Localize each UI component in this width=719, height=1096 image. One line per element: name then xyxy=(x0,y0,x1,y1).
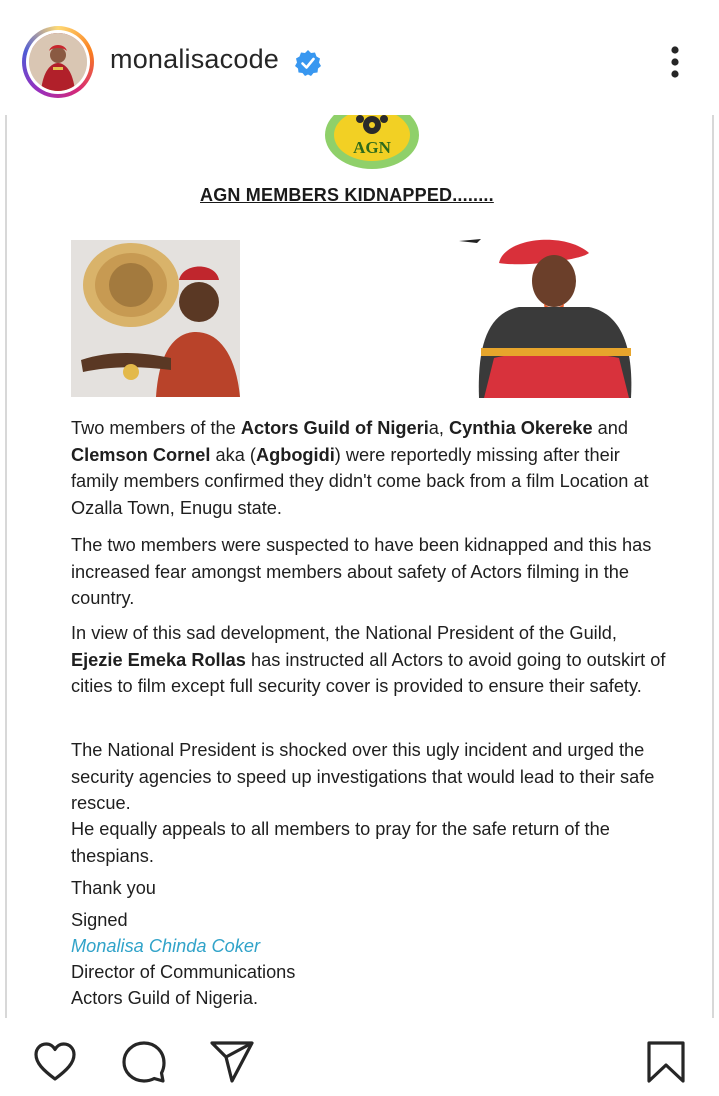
avatar-inner xyxy=(26,30,90,94)
post-header xyxy=(0,0,719,116)
heart-icon[interactable] xyxy=(33,1040,77,1084)
signed-label: Signed xyxy=(71,910,128,930)
photo-cynthia-okereke xyxy=(459,233,650,398)
avatar[interactable] xyxy=(22,26,94,98)
signature-name: Monalisa Chinda Coker xyxy=(71,936,261,956)
avatar-photo xyxy=(29,33,87,91)
bookmark-icon[interactable] xyxy=(644,1040,688,1084)
paragraph-5: He equally appeals to all members to pray for the safe return of the thespians. xyxy=(71,819,610,866)
agn-logo xyxy=(322,115,422,180)
document-edge xyxy=(712,115,714,1018)
signature-title: Director of Communications xyxy=(71,962,296,982)
document-edge xyxy=(5,115,7,1018)
paragraph-2: The two members were suspected to have been kidnapped and this has increased fear amongst members about safety of Actors filming in the country. xyxy=(71,535,652,608)
verified-badge-icon xyxy=(294,49,322,77)
paper-plane-icon[interactable] xyxy=(210,1040,254,1084)
signature-org: Actors Guild of Nigeria. xyxy=(71,988,258,1008)
username[interactable]: monalisacode xyxy=(110,44,280,74)
headline: AGN MEMBERS KIDNAPPED........ xyxy=(200,185,494,205)
paragraph-4: The National President is shocked over this ugly incident and urged the security agencies to speed up investigations that would lead to their safe rescue. xyxy=(71,740,655,813)
more-options-icon[interactable] xyxy=(660,44,690,84)
paragraph-1: Two members of the Actors Guild of Nigeria, Cynthia Okereke and Clemson Cornel aka (Agbogidi) were reportedly missing after their family members confirmed they didn't come back from a film Location at Ozalla Town, Enugu state. xyxy=(71,418,649,518)
thank-you-text: Thank you xyxy=(71,878,156,898)
photo-clemson-cornel xyxy=(71,240,240,397)
post-actions-bar xyxy=(0,1018,719,1096)
comment-icon[interactable] xyxy=(122,1040,166,1084)
logo-text: AGN xyxy=(353,138,391,157)
post-image[interactable] xyxy=(0,115,719,1018)
paragraph-3: In view of this sad development, the National President of the Guild, Ejezie Emeka Rollas has instructed all Actors to avoid going to outskirt of cities to film except full security cover is provided to ensure their safety. xyxy=(71,623,666,696)
